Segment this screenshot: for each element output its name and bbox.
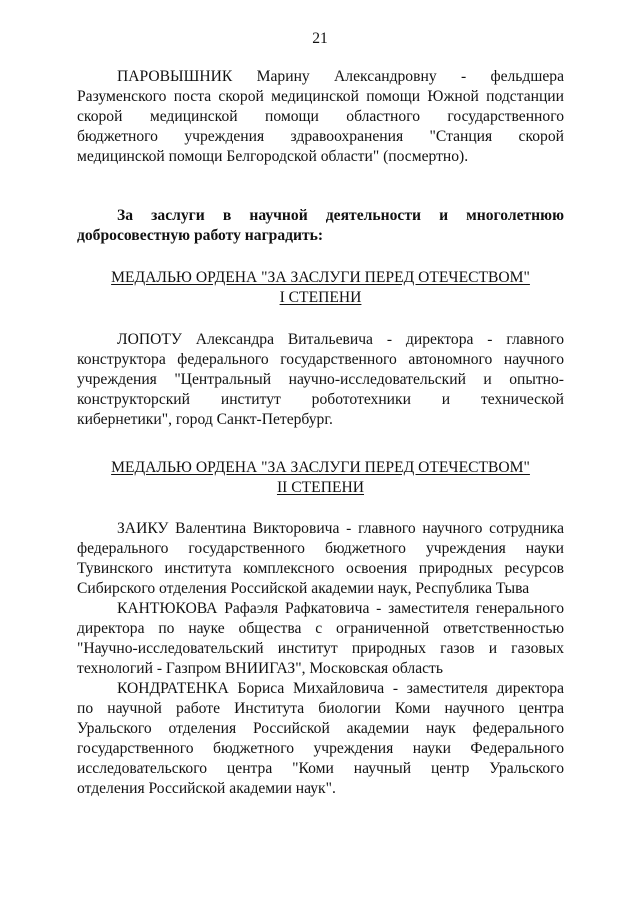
text-line: отделения Российской академии наук". [77, 780, 336, 797]
heading-line: I СТЕПЕНИ [279, 289, 362, 306]
text-line: учреждения "Центральный научно-исследовательский и опытно- [77, 371, 564, 388]
award-paragraph-lopota [77, 330, 564, 430]
text-line: КАНТЮКОВА Рафаэля Рафкатовича - заместителя генерального [117, 600, 564, 617]
text-line: медицинской помощи Белгородской области" (посмертно). [77, 148, 469, 165]
heading-line: II СТЕПЕНИ [276, 479, 365, 496]
text-line: Сибирского отделения Российской академии наук, Республика Тыва [77, 580, 530, 597]
text-line: кибернетики", город Санкт-Петербург. [77, 411, 333, 428]
medal-heading-second-degree [77, 458, 564, 498]
text-line: директора по науке общества с ограниченной ответственностью [77, 620, 564, 637]
text-line: государственного бюджетного учреждения науки Федерального [77, 740, 564, 757]
award-paragraph-second-degree [77, 519, 564, 799]
text-line: бюджетного учреждения здравоохранения "Станция скорой [77, 128, 564, 145]
medal-heading-first-degree [77, 268, 564, 308]
text-line: конструктора федерального государственного автономного научного [77, 351, 564, 368]
text-line: КОНДРАТЕНКА Бориса Михайловича - заместителя директора [117, 680, 564, 697]
text-line: Уральского отделения Российской академии наук федерального [77, 720, 564, 737]
award-paragraph-parovyshnik [77, 67, 564, 167]
text-line: по научной работе Института биологии Коми научного центра [77, 700, 564, 717]
text-line: Разуменского поста скорой медицинской помощи Южной подстанции [77, 88, 564, 105]
heading-line: МЕДАЛЬЮ ОРДЕНА "ЗА ЗАСЛУГИ ПЕРЕД ОТЕЧЕСТВОМ" [111, 459, 530, 476]
text-line: скорой медицинской помощи областного государственного [77, 108, 564, 125]
text-line: ЛОПОТУ Александра Витальевича - директора - главного [117, 331, 564, 348]
text-line: За заслуги в научной деятельности и многолетнюю [117, 207, 564, 224]
text-line: конструкторский институт робототехники и технической [77, 391, 564, 408]
text-line: ЗАИКУ Валентина Викторовича - главного научного сотрудника [117, 520, 564, 537]
text-line: исследовательского центра "Коми научный центр Уральского [77, 760, 564, 777]
text-line: технологий - Газпром ВНИИГАЗ", Московская область [77, 660, 443, 677]
text-line: добросовестную работу наградить: [77, 227, 324, 244]
text-line: "Научно-исследовательский институт природных газов и газовых [77, 640, 564, 657]
page-number: 21 [312, 30, 328, 47]
award-instruction [77, 206, 564, 246]
text-line: ПАРОВЫШНИК Марину Александровну - фельдшера [117, 68, 564, 85]
text-line: Тувинского института комплексного освоения природных ресурсов [77, 560, 564, 577]
text-line: федерального государственного бюджетного учреждения науки [77, 540, 564, 557]
heading-line: МЕДАЛЬЮ ОРДЕНА "ЗА ЗАСЛУГИ ПЕРЕД ОТЕЧЕСТВОМ" [111, 269, 530, 286]
